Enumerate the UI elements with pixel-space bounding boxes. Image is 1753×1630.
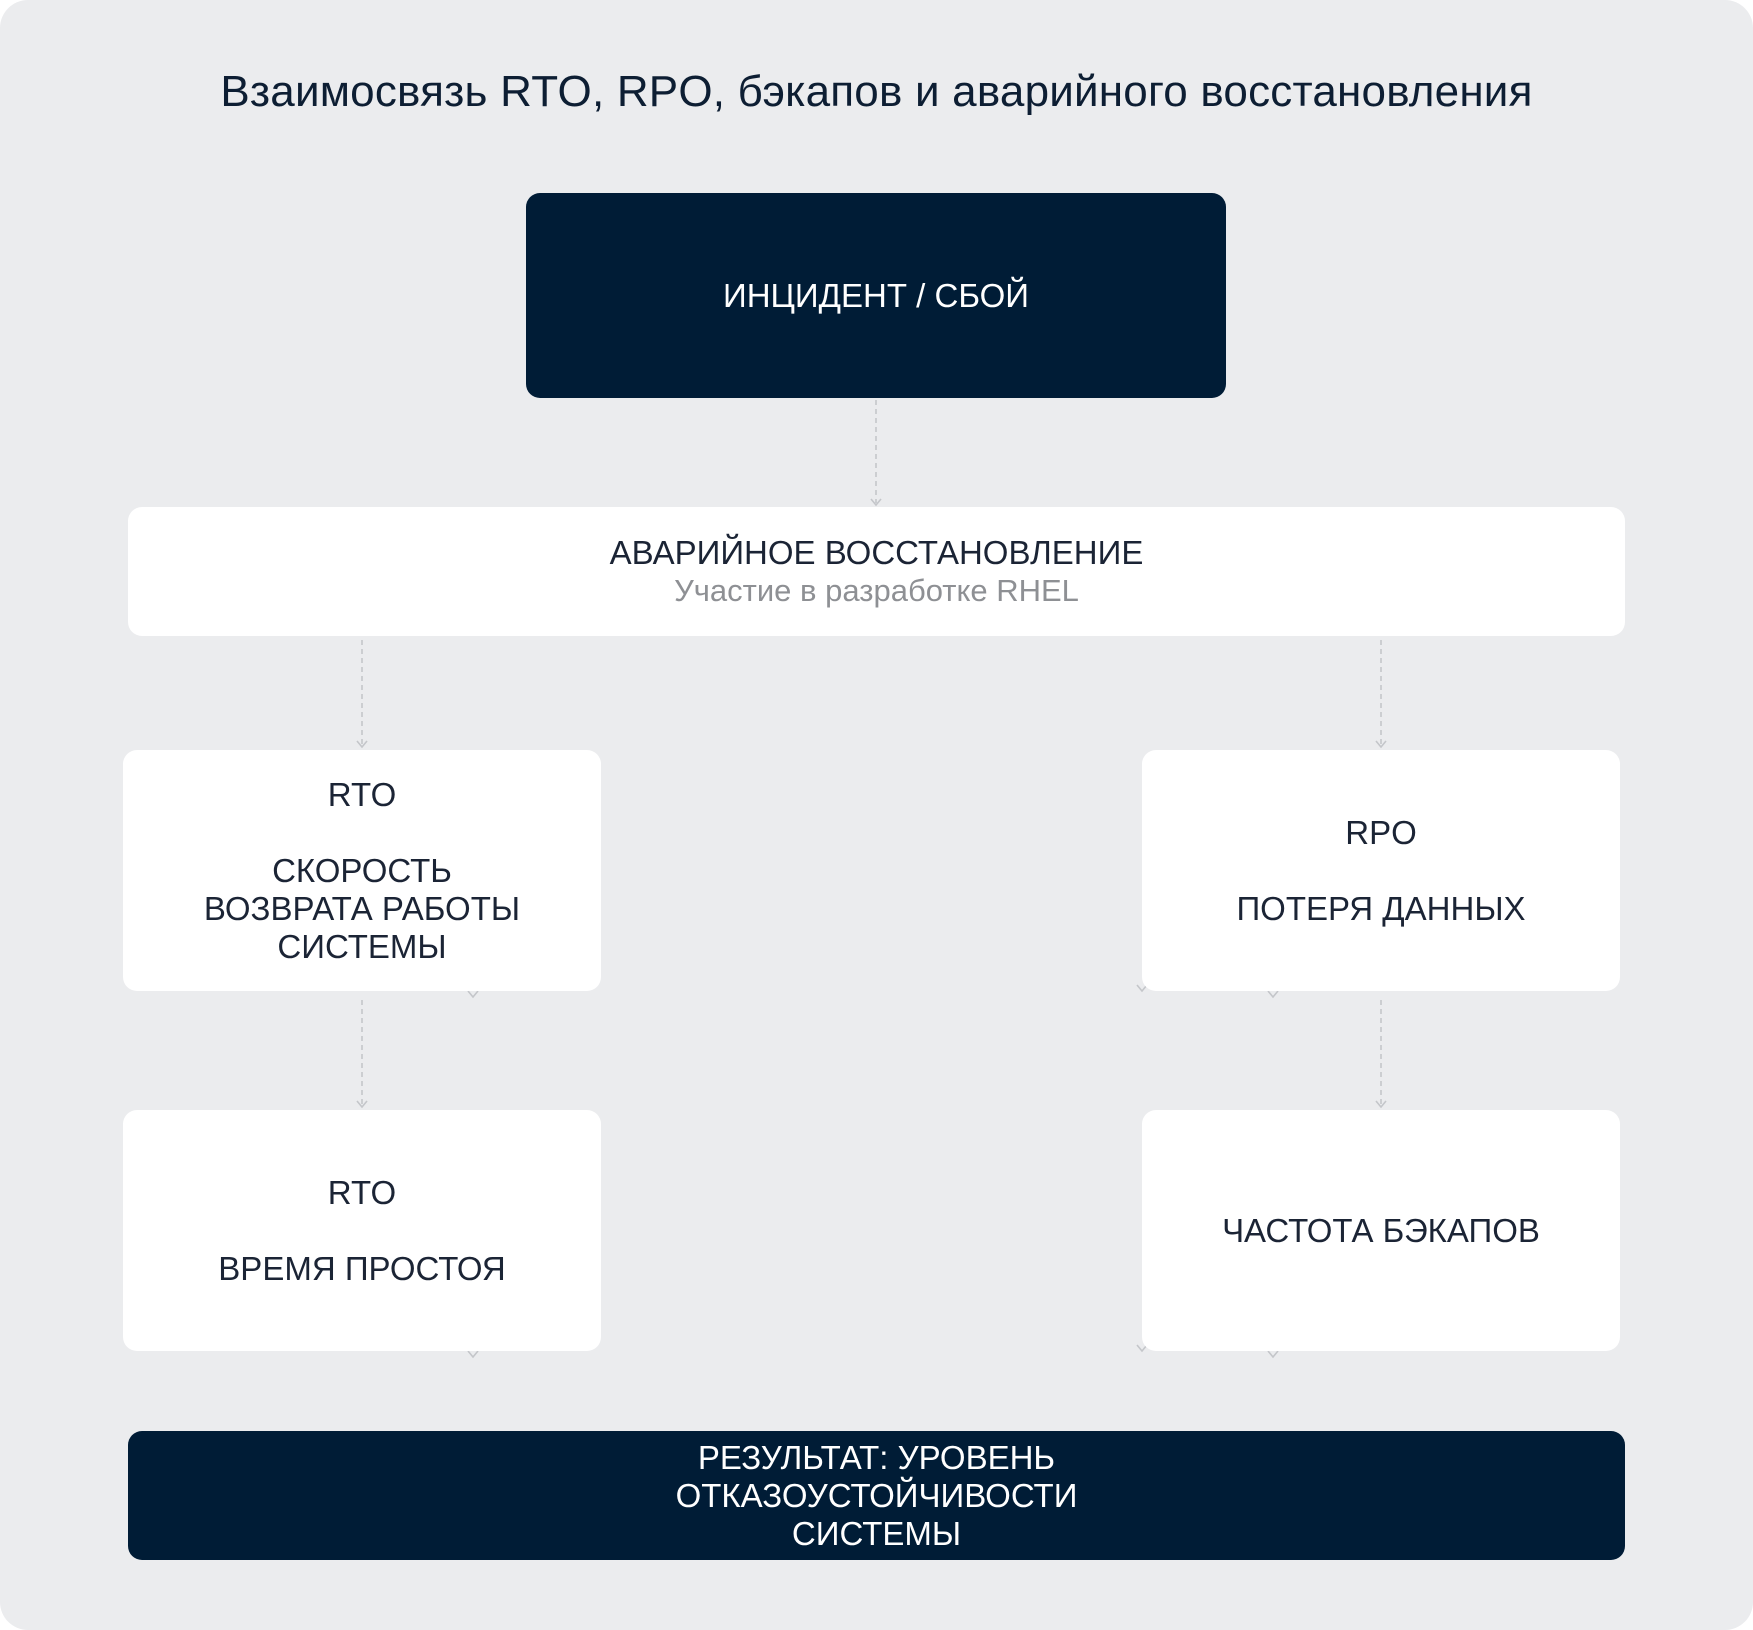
node-incident — [526, 193, 1226, 398]
node-rpo-loss — [1142, 750, 1620, 991]
diagram-title: Взаимосвязь RTO, RPO, бэкапов и аварийного восстановления — [220, 67, 1533, 116]
node-disaster-recovery — [128, 507, 1625, 636]
node-rto-speed — [123, 750, 601, 991]
node-result-label: РЕЗУЛЬТАТ: УРОВЕНЬ ОТКАЗОУСТОЙЧИВОСТИ СИСТЕМЫ — [675, 1438, 1078, 1552]
node-backup-frequency — [1142, 1110, 1620, 1351]
arrowhead-recovery — [871, 499, 881, 505]
arrowhead-downtime — [357, 1101, 367, 1107]
node-rto-speed-label: RTO СКОРОСТЬ ВОЗВРАТА РАБОТЫ СИСТЕМЫ — [203, 775, 521, 965]
arrowhead-rpo — [1376, 741, 1386, 747]
node-incident-label: ИНЦИДЕНТ / СБОЙ — [722, 276, 1030, 314]
arrowhead-rto — [357, 741, 367, 747]
node-disaster-recovery-sublabel: Участие в разработке RHEL — [674, 572, 1079, 608]
node-backup-frequency-label: ЧАСТОТА БЭКАПОВ — [1222, 1211, 1540, 1249]
node-rto-downtime — [123, 1110, 601, 1351]
arrowhead-stub-rto-right — [468, 991, 478, 997]
arrowhead-stub-backups-mid — [1268, 1351, 1278, 1357]
node-result — [128, 1431, 1625, 1560]
arrowhead-stub-downtime-right — [468, 1351, 478, 1357]
node-rpo-loss-label: RPO ПОТЕРЯ ДАННЫХ — [1236, 813, 1526, 927]
node-rto-downtime-label: RTO ВРЕМЯ ПРОСТОЯ — [218, 1173, 506, 1287]
arrowhead-stub-rpo-mid — [1268, 991, 1278, 997]
arrowhead-backups — [1376, 1101, 1386, 1107]
node-disaster-recovery-label: АВАРИЙНОЕ ВОССТАНОВЛЕНИЕ — [609, 533, 1144, 571]
